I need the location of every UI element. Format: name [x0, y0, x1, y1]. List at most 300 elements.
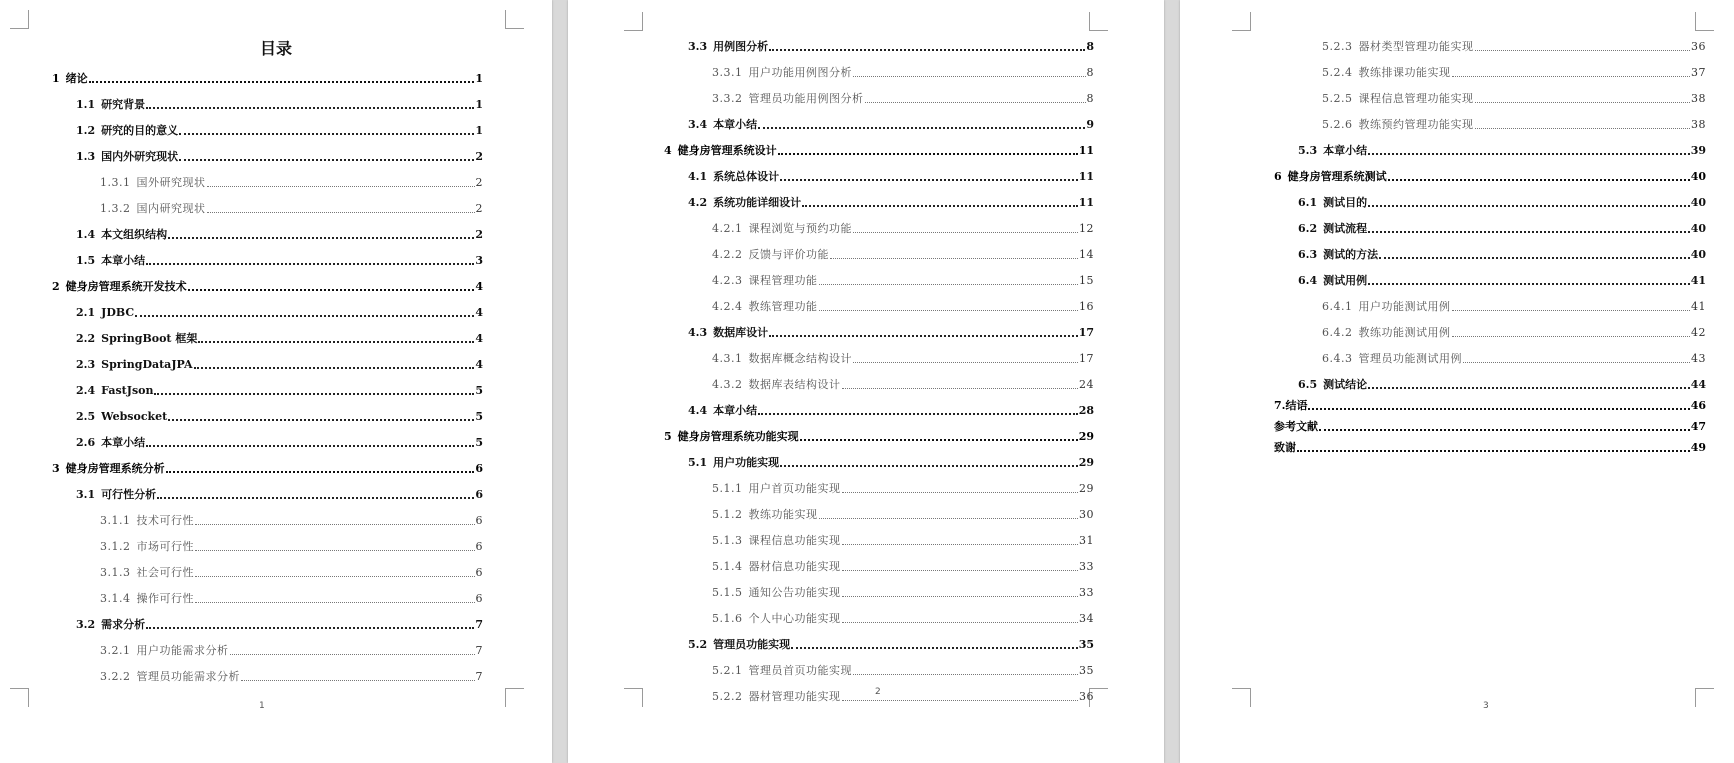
- toc-entry-title: 器材类型管理功能实现: [1358, 40, 1474, 53]
- toc-entry[interactable]: [664, 314, 1094, 340]
- toc-entry-page: 1: [475, 98, 483, 111]
- toc-entry-number: 5.2: [688, 638, 708, 651]
- toc-entry-number: 5.2.4: [1322, 66, 1353, 79]
- dot-leader: [230, 654, 475, 655]
- toc-entry[interactable]: [664, 444, 1094, 470]
- dot-leader: [778, 153, 1078, 155]
- toc-entry[interactable]: [664, 626, 1094, 652]
- toc-entry-page: 41: [1691, 300, 1706, 313]
- toc-entry-page: 33: [1079, 586, 1094, 599]
- toc-entry-title: 反馈与评价功能: [748, 248, 829, 261]
- toc-entry-title: 数据库设计: [713, 326, 769, 339]
- toc-entry-number: 4.1: [688, 170, 708, 183]
- toc-entry-page: 7: [475, 670, 483, 683]
- crop-mark: [624, 688, 643, 707]
- toc-entry-number: 6.4: [1298, 274, 1318, 287]
- toc-entry-page: 4: [475, 358, 483, 371]
- toc-entry-number: 3.2.1: [100, 644, 131, 657]
- toc-entry-title: 管理员功能测试用例: [1358, 352, 1462, 365]
- crop-mark: [624, 12, 643, 31]
- toc-entry-title: 测试流程: [1323, 222, 1368, 235]
- toc-entry-number: 5.1.2: [712, 508, 743, 521]
- toc-entry-number: 5.2.6: [1322, 118, 1353, 131]
- dot-leader: [780, 179, 1078, 181]
- toc-entry-page: 4: [475, 306, 483, 319]
- dot-leader: [1452, 310, 1691, 311]
- toc-entry[interactable]: [52, 138, 483, 164]
- toc-entry-title: 研究背景: [101, 98, 146, 111]
- toc-entry-page: 5: [475, 410, 483, 423]
- toc-entry[interactable]: [664, 158, 1094, 184]
- toc-entry-number: 3.1.3: [100, 566, 131, 579]
- toc-entry-number: 1.3.2: [100, 202, 131, 215]
- toc-entry-number: 1.5: [76, 254, 96, 267]
- toc-entry-page: 2: [475, 228, 483, 241]
- toc-entry-page: 29: [1079, 482, 1094, 495]
- dot-leader: [1452, 76, 1691, 77]
- toc-list: [664, 28, 1094, 704]
- toc-entry[interactable]: [52, 632, 483, 658]
- page-number: 2: [875, 687, 881, 697]
- toc-entry-number: 6.1: [1298, 196, 1318, 209]
- toc-entry[interactable]: [664, 106, 1094, 132]
- toc-entry-page: 42: [1691, 326, 1706, 339]
- toc-entry-page: 17: [1078, 326, 1094, 339]
- toc-entry[interactable]: [52, 60, 483, 86]
- toc-entry-number: 5.2.1: [712, 664, 743, 677]
- toc-entry[interactable]: [664, 80, 1094, 106]
- dot-leader: [1475, 128, 1691, 129]
- toc-entry[interactable]: [52, 450, 483, 476]
- toc-entry-number: 3.2.2: [100, 670, 131, 683]
- toc-entry[interactable]: [1274, 413, 1706, 434]
- toc-entry-page: 8: [1086, 40, 1094, 53]
- toc-entry-title: 课程浏览与预约功能: [748, 222, 852, 235]
- dot-leader: [769, 335, 1078, 337]
- toc-title: 目录: [259, 39, 292, 58]
- dot-leader: [865, 102, 1086, 103]
- dot-leader: [1368, 205, 1690, 207]
- toc-entry-title: SpringBoot 框架: [101, 332, 198, 345]
- toc-entry-title: 操作可行性: [136, 592, 194, 605]
- crop-mark: [1695, 688, 1714, 707]
- toc-entry-title: 本章小结: [713, 404, 758, 417]
- dot-leader: [842, 570, 1079, 571]
- toc-entry-title: 管理员功能用例图分析: [748, 92, 864, 105]
- toc-entry-page: 5: [475, 436, 483, 449]
- dot-leader: [146, 263, 474, 265]
- toc-entry[interactable]: [1274, 210, 1706, 236]
- toc-entry[interactable]: [1274, 366, 1706, 392]
- toc-entry[interactable]: [664, 574, 1094, 600]
- crop-mark: [505, 688, 524, 707]
- toc-entry-title: 个人中心功能实现: [748, 612, 841, 625]
- toc-entry[interactable]: [52, 112, 483, 138]
- dot-leader: [198, 341, 474, 343]
- toc-entry[interactable]: [1274, 132, 1706, 158]
- toc-entry-page: 31: [1079, 534, 1094, 547]
- toc-entry-number: 5.1.4: [712, 560, 743, 573]
- dot-leader: [1463, 362, 1690, 363]
- dot-leader: [207, 212, 475, 213]
- toc-entry[interactable]: [664, 28, 1094, 54]
- toc-entry-page: 46: [1690, 399, 1706, 412]
- toc-entry-number: 2.2: [76, 332, 96, 345]
- toc-entry-number: 4.3: [688, 326, 708, 339]
- toc-entry-title: 市场可行性: [136, 540, 194, 553]
- dot-leader: [842, 700, 1079, 701]
- dot-leader: [1368, 153, 1690, 155]
- toc-entry-title: 课程信息管理功能实现: [1358, 92, 1474, 105]
- toc-entry-number: 3.1.4: [100, 592, 131, 605]
- toc-list: [1274, 28, 1706, 455]
- toc-entry-number: 2.5: [76, 410, 96, 423]
- toc-entry-title: 教练预约管理功能实现: [1358, 118, 1474, 131]
- toc-entry[interactable]: [1274, 158, 1706, 184]
- dot-leader: [188, 289, 475, 291]
- toc-entry[interactable]: [664, 522, 1094, 548]
- toc-entry-title: 教练功能实现: [748, 508, 818, 521]
- dot-leader: [842, 544, 1079, 545]
- toc-entry[interactable]: [664, 392, 1094, 418]
- toc-entry-number: 5.1.5: [712, 586, 743, 599]
- toc-entry[interactable]: [664, 210, 1094, 236]
- dot-leader: [830, 258, 1078, 259]
- toc-entry[interactable]: [664, 418, 1094, 444]
- toc-entry-number: 1.3: [76, 150, 96, 163]
- dot-leader: [1475, 50, 1691, 51]
- dot-leader: [179, 133, 474, 135]
- toc-entry[interactable]: [52, 372, 483, 398]
- dot-leader: [154, 393, 474, 395]
- toc-entry[interactable]: [1274, 106, 1706, 132]
- toc-entry-number: 3.3.2: [712, 92, 743, 105]
- toc-entry-page: 11: [1078, 196, 1094, 209]
- dot-leader: [802, 205, 1078, 207]
- toc-entry-number: 3.4: [688, 118, 708, 131]
- dot-leader: [166, 471, 475, 473]
- toc-entry-page: 29: [1078, 430, 1094, 443]
- toc-entry[interactable]: [664, 54, 1094, 80]
- toc-entry[interactable]: [664, 652, 1094, 678]
- toc-entry-page: 34: [1079, 612, 1094, 625]
- toc-entry-page: 30: [1079, 508, 1094, 521]
- toc-entry[interactable]: [1274, 236, 1706, 262]
- toc-entry[interactable]: [52, 606, 483, 632]
- toc-entry-number: 5: [664, 430, 672, 443]
- toc-entry-page: 44: [1690, 378, 1706, 391]
- toc-entry-page: 6: [475, 462, 483, 475]
- toc-entry-number: 6: [1274, 170, 1282, 183]
- toc-entry-title: 健身房管理系统分析: [65, 462, 165, 475]
- toc-entry-title: 国内外研究现状: [101, 150, 179, 163]
- toc-entry-number: 6.4.1: [1322, 300, 1353, 313]
- toc-entry-page: 14: [1079, 248, 1094, 261]
- toc-entry-page: 24: [1079, 378, 1094, 391]
- toc-entry-title: 教练功能测试用例: [1358, 326, 1451, 339]
- dot-leader: [758, 413, 1078, 415]
- dot-leader: [194, 367, 475, 369]
- toc-entry[interactable]: [664, 600, 1094, 626]
- toc-entry[interactable]: [664, 340, 1094, 366]
- dot-leader: [791, 647, 1078, 649]
- toc-entry-title: 测试用例: [1323, 274, 1368, 287]
- toc-list: [52, 60, 483, 684]
- toc-entry-page: 17: [1079, 352, 1094, 365]
- dot-leader: [1452, 336, 1691, 337]
- toc-entry-title: 系统功能详细设计: [713, 196, 802, 209]
- toc-entry-title: 本章小结: [101, 436, 146, 449]
- toc-entry-number: 1.1: [76, 98, 96, 111]
- toc-entry[interactable]: [52, 242, 483, 268]
- document-page-1[interactable]: [0, 0, 552, 763]
- toc-entry[interactable]: [52, 424, 483, 450]
- toc-entry-number: 1.2: [76, 124, 96, 137]
- toc-entry-title: 健身房管理系统设计: [677, 144, 777, 157]
- toc-entry[interactable]: [1274, 262, 1706, 288]
- toc-entry[interactable]: [52, 346, 483, 372]
- toc-entry-page: 4: [475, 332, 483, 345]
- toc-entry[interactable]: [52, 294, 483, 320]
- toc-entry-number: 3.1.2: [100, 540, 131, 553]
- toc-entry[interactable]: [664, 236, 1094, 262]
- dot-leader: [1368, 283, 1690, 285]
- document-page-3[interactable]: [1180, 0, 1734, 763]
- dot-leader: [146, 627, 474, 629]
- toc-entry-title: 国外研究现状: [136, 176, 206, 189]
- toc-entry-number: 3.1.1: [100, 514, 131, 527]
- dot-leader: [819, 518, 1079, 519]
- toc-entry-number: 1.3.1: [100, 176, 131, 189]
- crop-mark: [1232, 12, 1251, 31]
- toc-entry-page: 40: [1690, 222, 1706, 235]
- toc-entry-page: 9: [1086, 118, 1094, 131]
- dot-leader: [842, 492, 1079, 493]
- toc-entry-number: 4.2.2: [712, 248, 743, 261]
- dot-leader: [195, 550, 475, 551]
- toc-entry-number: 6.4.2: [1322, 326, 1353, 339]
- toc-entry-number: 5.2.2: [712, 690, 743, 703]
- dot-leader: [1475, 102, 1691, 103]
- toc-entry[interactable]: [1274, 434, 1706, 455]
- toc-entry-page: 40: [1690, 170, 1706, 183]
- toc-entry-number: 2.3: [76, 358, 96, 371]
- dot-leader: [842, 596, 1079, 597]
- toc-entry[interactable]: [52, 580, 483, 606]
- dot-leader: [135, 315, 474, 317]
- crop-mark: [1232, 688, 1251, 707]
- toc-entry[interactable]: [52, 502, 483, 528]
- toc-entry[interactable]: [664, 132, 1094, 158]
- toc-entry-title: 健身房管理系统开发技术: [65, 280, 187, 293]
- page-number: 3: [1483, 701, 1489, 711]
- toc-entry-number: 4.3.1: [712, 352, 743, 365]
- dot-leader: [1379, 257, 1690, 259]
- toc-entry-number: 3.2: [76, 618, 96, 631]
- toc-entry[interactable]: [664, 548, 1094, 574]
- toc-entry-title: 管理员功能实现: [713, 638, 791, 651]
- toc-entry-page: 1: [475, 72, 483, 85]
- toc-entry[interactable]: [52, 476, 483, 502]
- toc-entry[interactable]: [52, 658, 483, 684]
- toc-entry[interactable]: [1274, 184, 1706, 210]
- toc-entry-title: 器材信息功能实现: [748, 560, 841, 573]
- toc-entry[interactable]: [664, 288, 1094, 314]
- toc-entry-page: 2: [475, 202, 483, 215]
- document-page-2[interactable]: [568, 0, 1164, 763]
- toc-entry-number: 4.2.3: [712, 274, 743, 287]
- crop-mark: [10, 688, 29, 707]
- toc-entry-page: 1: [475, 124, 483, 137]
- page-number: 1: [259, 701, 265, 711]
- toc-entry-title: 用户功能需求分析: [136, 644, 229, 657]
- toc-entry[interactable]: [664, 496, 1094, 522]
- toc-entry-page: 38: [1691, 118, 1706, 131]
- toc-entry-page: 6: [475, 488, 483, 501]
- toc-entry-page: 41: [1690, 274, 1706, 287]
- toc-entry[interactable]: [1274, 80, 1706, 106]
- toc-entry-page: 11: [1078, 144, 1094, 157]
- dot-leader: [195, 576, 475, 577]
- toc-entry[interactable]: [52, 164, 483, 190]
- toc-entry-title: 本章小结: [1323, 144, 1368, 157]
- toc-entry[interactable]: [52, 216, 483, 242]
- dot-leader: [1368, 387, 1690, 389]
- toc-entry-number: 4.2: [688, 196, 708, 209]
- toc-entry-title: 通知公告功能实现: [748, 586, 841, 599]
- dot-leader: [168, 237, 474, 239]
- dot-leader: [780, 465, 1078, 467]
- toc-entry[interactable]: [664, 470, 1094, 496]
- toc-entry[interactable]: [1274, 288, 1706, 314]
- toc-entry[interactable]: [1274, 54, 1706, 80]
- toc-entry[interactable]: [1274, 314, 1706, 340]
- toc-entry-page: 16: [1079, 300, 1094, 313]
- toc-entry-number: 5.2.5: [1322, 92, 1353, 105]
- toc-entry-page: 6: [475, 540, 483, 553]
- toc-entry-title: 本章小结: [713, 118, 758, 131]
- toc-entry[interactable]: [52, 86, 483, 112]
- toc-entry-page: 8: [1086, 66, 1094, 79]
- toc-entry-number: 4: [664, 144, 672, 157]
- toc-entry[interactable]: [664, 262, 1094, 288]
- toc-entry-page: 2: [475, 150, 483, 163]
- toc-entry-title: 课程信息功能实现: [748, 534, 841, 547]
- toc-entry-title: 教练排课功能实现: [1358, 66, 1451, 79]
- toc-entry-page: 7: [475, 644, 483, 657]
- dot-leader: [1368, 231, 1690, 233]
- toc-entry-page: 2: [475, 176, 483, 189]
- toc-entry-page: 35: [1078, 638, 1094, 651]
- dot-leader: [241, 680, 475, 681]
- toc-entry-title: 用户功能实现: [713, 456, 780, 469]
- toc-entry[interactable]: [1274, 340, 1706, 366]
- dot-leader: [769, 49, 1085, 51]
- toc-entry-number: 6.3: [1298, 248, 1318, 261]
- toc-entry-title: JDBC: [101, 306, 135, 319]
- toc-entry-number: 5.1.1: [712, 482, 743, 495]
- toc-entry-title: 需求分析: [101, 618, 146, 631]
- toc-entry-page: 37: [1691, 66, 1706, 79]
- toc-entry-number: 6.2: [1298, 222, 1318, 235]
- dot-leader: [207, 186, 475, 187]
- toc-entry-number: 2: [52, 280, 60, 293]
- toc-entry-title: 绪论: [65, 72, 88, 85]
- dot-leader: [819, 284, 1079, 285]
- dot-leader: [168, 419, 474, 421]
- toc-entry-number: 5.1.6: [712, 612, 743, 625]
- toc-entry[interactable]: [664, 366, 1094, 392]
- dot-leader: [853, 674, 1078, 675]
- toc-entry-number: 3: [52, 462, 60, 475]
- toc-entry-page: 6: [475, 514, 483, 527]
- toc-entry-title: 研究的目的意义: [101, 124, 179, 137]
- toc-entry-title: 健身房管理系统测试: [1287, 170, 1387, 183]
- toc-entry[interactable]: [52, 528, 483, 554]
- toc-entry-page: 7: [475, 618, 483, 631]
- toc-entry-page: 5: [475, 384, 483, 397]
- toc-entry-page: 12: [1079, 222, 1094, 235]
- toc-entry-title: FastJson: [101, 384, 154, 397]
- toc-entry-title: 可行性分析: [101, 488, 157, 501]
- dot-leader: [800, 439, 1078, 441]
- toc-entry[interactable]: [1274, 28, 1706, 54]
- toc-entry-title: 用户首页功能实现: [748, 482, 841, 495]
- toc-entry-title: 用户功能用例图分析: [748, 66, 852, 79]
- toc-entry-number: 4.2.1: [712, 222, 743, 235]
- dot-leader: [853, 232, 1078, 233]
- toc-entry-number: 2.4: [76, 384, 96, 397]
- toc-entry-number: 4.4: [688, 404, 708, 417]
- dot-leader: [157, 497, 474, 499]
- toc-entry-page: 38: [1691, 92, 1706, 105]
- toc-entry-number: 5.1.3: [712, 534, 743, 547]
- toc-entry-title: 系统总体设计: [713, 170, 780, 183]
- toc-entry-page: 6: [475, 566, 483, 579]
- toc-entry-number: 3.3: [688, 40, 708, 53]
- toc-entry-page: 36: [1691, 40, 1706, 53]
- toc-entry[interactable]: [664, 184, 1094, 210]
- dot-leader: [146, 445, 474, 447]
- dot-leader: [1388, 179, 1690, 181]
- toc-entry-title: 社会可行性: [136, 566, 194, 579]
- toc-entry-title: 用例图分析: [713, 40, 769, 53]
- toc-entry-title: 教练管理功能: [748, 300, 818, 313]
- toc-entry[interactable]: [52, 268, 483, 294]
- dot-leader: [89, 81, 475, 83]
- toc-entry-title: Websocket: [101, 410, 168, 423]
- toc-entry-title: 数据库表结构设计: [748, 378, 841, 391]
- toc-entry[interactable]: [52, 398, 483, 424]
- toc-entry-number: 5.3: [1298, 144, 1318, 157]
- dot-leader: [1297, 450, 1690, 452]
- toc-entry[interactable]: [52, 190, 483, 216]
- toc-entry-number: 3.3.1: [712, 66, 743, 79]
- toc-entry-title: 健身房管理系统功能实现: [677, 430, 799, 443]
- dot-leader: [1319, 429, 1690, 431]
- toc-entry[interactable]: [52, 320, 483, 346]
- toc-entry-page: 33: [1079, 560, 1094, 573]
- toc-entry-title: 管理员功能需求分析: [136, 670, 240, 683]
- toc-entry[interactable]: [52, 554, 483, 580]
- crop-mark: [505, 10, 524, 29]
- toc-entry[interactable]: [1274, 392, 1706, 413]
- toc-entry-number: 1.4: [76, 228, 96, 241]
- dot-leader: [195, 524, 475, 525]
- dot-leader: [842, 622, 1079, 623]
- toc-entry-number: 5.1: [688, 456, 708, 469]
- toc-entry-page: 43: [1691, 352, 1706, 365]
